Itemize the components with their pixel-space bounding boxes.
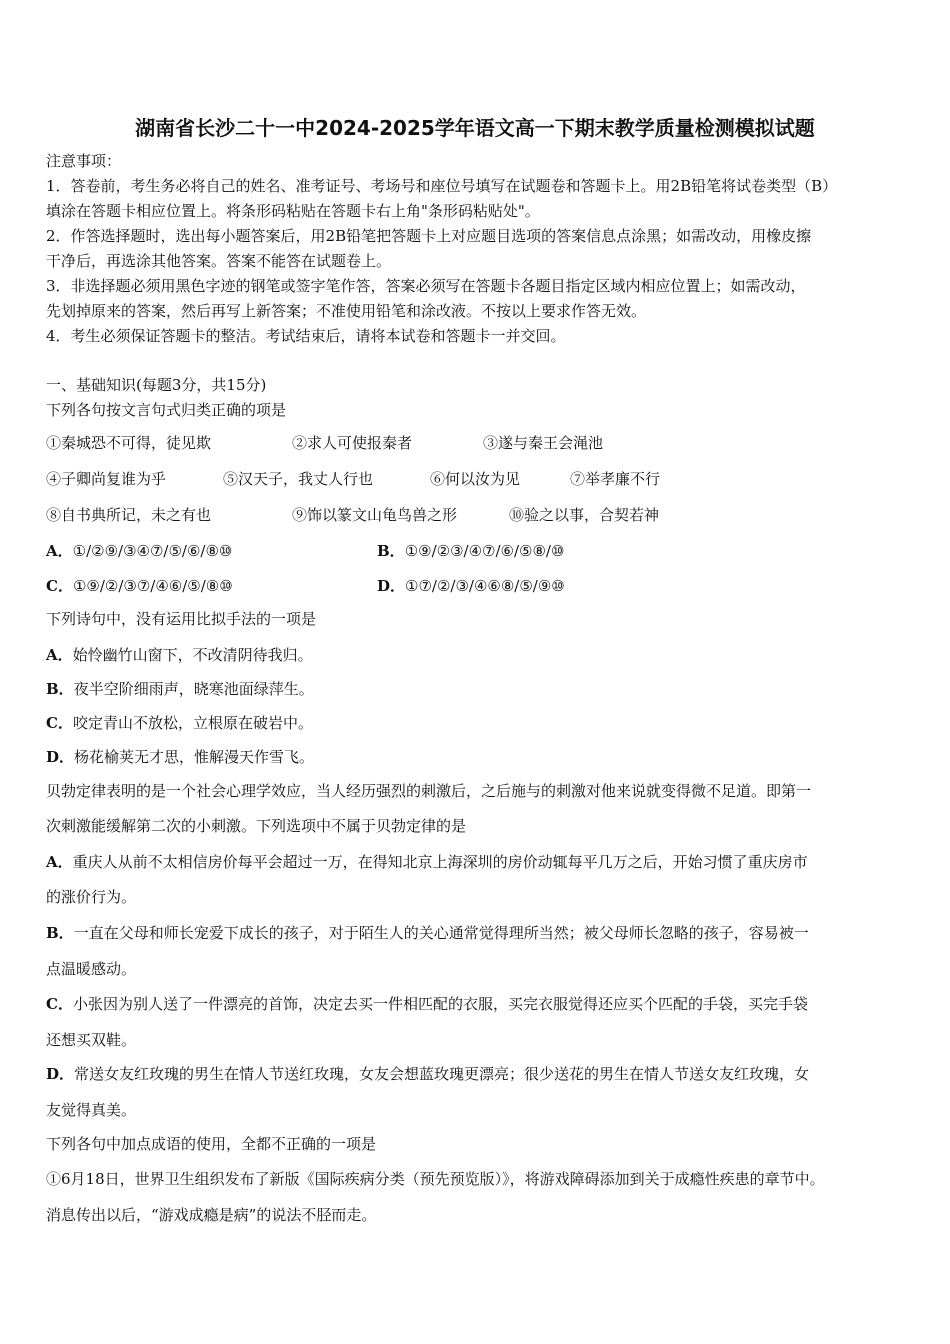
option-a[interactable]: A．①/②⑨/③④⑦/⑤/⑥/⑧⑩ bbox=[46, 542, 233, 560]
sentence-item: ⑤汉天子，我丈人行也 bbox=[223, 470, 374, 488]
option-c-cont: 还想买双鞋。 bbox=[46, 1031, 137, 1049]
sentence-item: ⑦举孝廉不行 bbox=[570, 470, 661, 488]
sentence-item: ⑧自书典所记，未之有也 bbox=[46, 506, 212, 524]
sentence-item: ①秦城恐不可得，徒见欺 bbox=[46, 434, 212, 452]
sentence-row bbox=[46, 433, 603, 453]
question-line: 消息传出以后，“游戏成瘾是病”的说法不胫而走。 bbox=[46, 1206, 377, 1224]
sentence-item: ⑥何以汝为见 bbox=[430, 470, 521, 488]
notice-line: 3．非选择题必须用黑色字迹的钢笔或签字笔作答，答案必须写在答题卡各题目指定区域内相应位置上；如需改动， bbox=[46, 277, 806, 295]
option-b[interactable]: B．一直在父母和师长宠爱下成长的孩子，对于陌生人的关心通常觉得理所当然；被父母师长忽略的孩子，容易被一 bbox=[46, 924, 809, 942]
section-heading: 一、基础知识(每题3分，共15分) bbox=[46, 376, 267, 394]
sentence-row bbox=[46, 469, 660, 489]
option-c[interactable]: C．①⑨/②/③⑦/④⑥/⑤/⑧⑩ bbox=[46, 577, 233, 595]
question-stem: 贝勃定律表明的是一个社会心理学效应，当人经历强烈的刺激后，之后施与的刺激对他来说就变得微不足道。即第一 bbox=[46, 782, 812, 800]
question-stem: 次刺激能缓解第二次的小刺激。下列选项中不属于贝勃定律的是 bbox=[46, 817, 467, 835]
notice-line: 干净后，再选涂其他答案。答案不能答在试题卷上。 bbox=[46, 252, 392, 270]
option-b-cont: 点温暖感动。 bbox=[46, 960, 137, 978]
notice-line: 2．作答选择题时，选出每小题答案后，用2B铅笔把答题卡上对应题目选项的答案信息点涂黑；如需改动，用橡皮擦 bbox=[46, 227, 812, 245]
sentence-item: ③遂与秦王会渑池 bbox=[483, 434, 604, 452]
sentence-row bbox=[46, 505, 659, 525]
option-b[interactable]: B．①⑨/②③/④⑦/⑥/⑤⑧/⑩ bbox=[377, 542, 565, 560]
question-stem: 下列各句按文言句式归类正确的项是 bbox=[46, 401, 287, 419]
question-line: ①6月18日，世界卫生组织发布了新版《国际疾病分类（预先预览版）》，将游戏障碍添加到关于成瘾性疾患的章节中。 bbox=[46, 1170, 825, 1188]
option-d-cont: 友觉得真美。 bbox=[46, 1101, 137, 1119]
notice-heading: 注意事项： bbox=[46, 152, 122, 170]
option-a-cont: 的涨价行为。 bbox=[46, 888, 137, 906]
option-c[interactable]: C．咬定青山不放松，立根原在破岩中。 bbox=[46, 714, 313, 732]
sentence-item: ⑩验之以事，合契若神 bbox=[509, 506, 660, 524]
sentence-item: ⑨饰以篆文山龟鸟兽之形 bbox=[292, 506, 458, 524]
sentence-item: ④子卿尚复谁为乎 bbox=[46, 470, 167, 488]
option-b[interactable]: B．夜半空阶细雨声，晓寒池面绿萍生。 bbox=[46, 680, 314, 698]
notice-line: 先划掉原来的答案，然后再写上新答案；不准使用铅笔和涂改液。不按以上要求作答无效。 bbox=[46, 302, 647, 320]
option-d[interactable]: D．①⑦/②/③/④⑥⑧/⑤/⑨⑩ bbox=[377, 577, 565, 595]
option-c[interactable]: C．小张因为别人送了一件漂亮的首饰，决定去买一件相匹配的衣服，买完衣服觉得还应买个匹配的手袋，买完手袋 bbox=[46, 995, 808, 1013]
notice-line: 填涂在答题卡相应位置上。将条形码粘贴在答题卡右上角"条形码粘贴处"。 bbox=[46, 202, 540, 220]
question-stem: 下列各句中加点成语的使用，全都不正确的一项是 bbox=[46, 1135, 377, 1153]
page-title: 湖南省长沙二十一中2024-2025学年语文高一下期末教学质量检测模拟试题 bbox=[135, 116, 815, 140]
sentence-item: ②求人可使报秦者 bbox=[292, 434, 413, 452]
option-a[interactable]: A．始怜幽竹山窗下，不改清阴待我归。 bbox=[46, 646, 313, 664]
notice-line: 4．考生必须保证答题卡的整洁。考试结束后，请将本试卷和答题卡一并交回。 bbox=[46, 327, 566, 345]
option-a[interactable]: A．重庆人从前不太相信房价每平会超过一万，在得知北京上海深圳的房价动辄每平几万之后，开始习惯了重庆房市 bbox=[46, 853, 808, 871]
option-d[interactable]: D．杨花榆荚无才思，惟解漫天作雪飞。 bbox=[46, 748, 315, 766]
option-d[interactable]: D．常送女友红玫瑰的男生在情人节送红玫瑰，女友会想蓝玫瑰更漂亮；很少送花的男生在情人节送女友红玫瑰，女 bbox=[46, 1065, 810, 1083]
notice-line: 1．答卷前，考生务必将自己的姓名、准考证号、考场号和座位号填写在试题卷和答题卡上。用2B铅笔将试卷类型（B） bbox=[46, 177, 838, 195]
question-stem: 下列诗句中，没有运用比拟手法的一项是 bbox=[46, 610, 317, 628]
